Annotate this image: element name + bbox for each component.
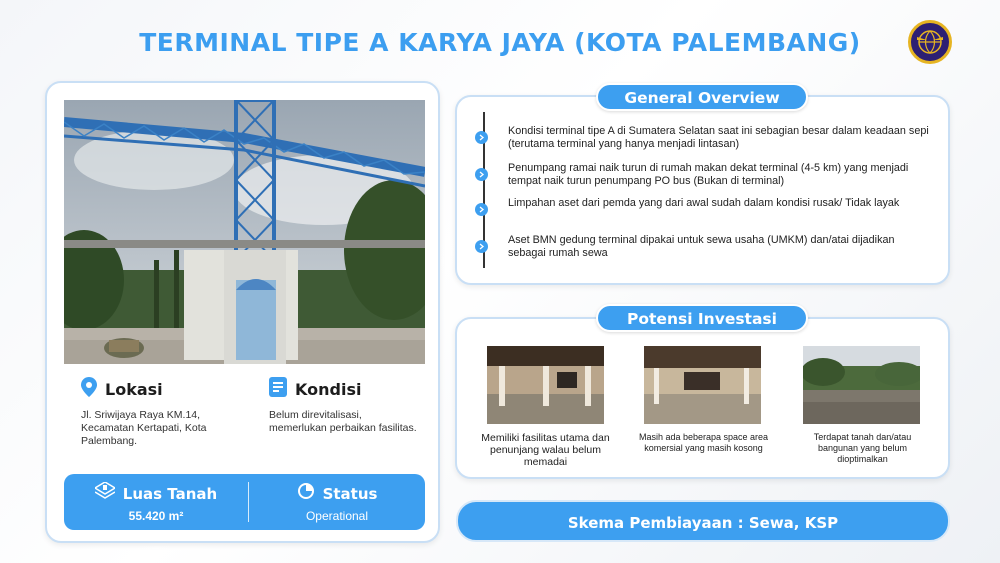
condition-text: Belum direvitalisasi, memerlukan perbaikan fasilitas. bbox=[269, 409, 417, 434]
terminal-info-card bbox=[45, 81, 440, 543]
location-address: Jl. Sriwijaya Raya KM.14, Kecamatan Kertapati, Kota Palembang. bbox=[81, 409, 207, 447]
overview-text: Limpahan aset dari pemda yang dari awal sudah dalam kondisi rusak/ Tidak layak bbox=[508, 197, 900, 209]
status-icon bbox=[297, 482, 315, 505]
general-overview-heading: General Overview bbox=[596, 83, 808, 111]
overview-item bbox=[475, 125, 935, 151]
overview-text: Kondisi terminal tipe A di Sumatera Selatan saat ini sebagian besar dalam keadaan sepi (terutama terminal yang hanya menjadi lintasan) bbox=[508, 125, 929, 150]
map-pin-icon bbox=[81, 377, 97, 402]
investment-caption: Terdapat tanah dan/atau bangunan yang belum dioptimalkan bbox=[813, 432, 912, 464]
terminal-gate-photo bbox=[64, 100, 425, 364]
status-value: Operational bbox=[305, 509, 369, 523]
status-label: Status bbox=[322, 484, 378, 503]
land-area-label: Luas Tanah bbox=[122, 484, 218, 503]
chevron-right-icon bbox=[475, 168, 488, 181]
condition-heading: Kondisi bbox=[295, 380, 362, 399]
overview-text: Penumpang ramai naik turun di rumah makan dekat terminal (4-5 km) yang menjadi tempat naik turun penumpang PO bus (Bukan di terminal) bbox=[508, 162, 909, 187]
ministry-of-transport-logo-icon bbox=[908, 20, 952, 64]
investment-caption: Memiliki fasilitas utama dan penunjang walau belum memadai bbox=[481, 432, 610, 468]
investment-photo-land bbox=[803, 346, 920, 424]
land-area-value: 55.420 m² bbox=[128, 509, 184, 523]
overview-item bbox=[475, 197, 935, 216]
condition-section bbox=[269, 377, 419, 435]
location-section bbox=[81, 377, 251, 448]
chevron-right-icon bbox=[475, 203, 488, 216]
location-heading: Lokasi bbox=[105, 380, 163, 399]
chevron-right-icon bbox=[475, 131, 488, 144]
overview-item bbox=[475, 162, 935, 188]
document-icon bbox=[269, 377, 287, 402]
chevron-right-icon bbox=[475, 240, 488, 253]
summary-bar bbox=[64, 474, 425, 530]
investment-caption: Masih ada beberapa space area komersial yang masih kosong bbox=[638, 432, 769, 453]
investment-heading: Potensi Investasi bbox=[596, 304, 808, 332]
land-icon bbox=[95, 482, 115, 505]
overview-text: Aset BMN gedung terminal dipakai untuk sewa usaha (UMKM) dan/atai dijadikan sebagai rumah sewa bbox=[508, 234, 895, 259]
overview-item bbox=[475, 234, 935, 260]
financing-scheme-banner: Skema Pembiayaan : Sewa, KSP bbox=[456, 500, 950, 542]
page-title: TERMINAL TIPE A KARYA JAYA (KOTA PALEMBANG) bbox=[139, 28, 861, 57]
land-area-section bbox=[64, 482, 248, 523]
investment-photo-hall bbox=[487, 346, 604, 424]
status-section bbox=[249, 482, 425, 523]
investment-photo-commercial bbox=[644, 346, 761, 424]
